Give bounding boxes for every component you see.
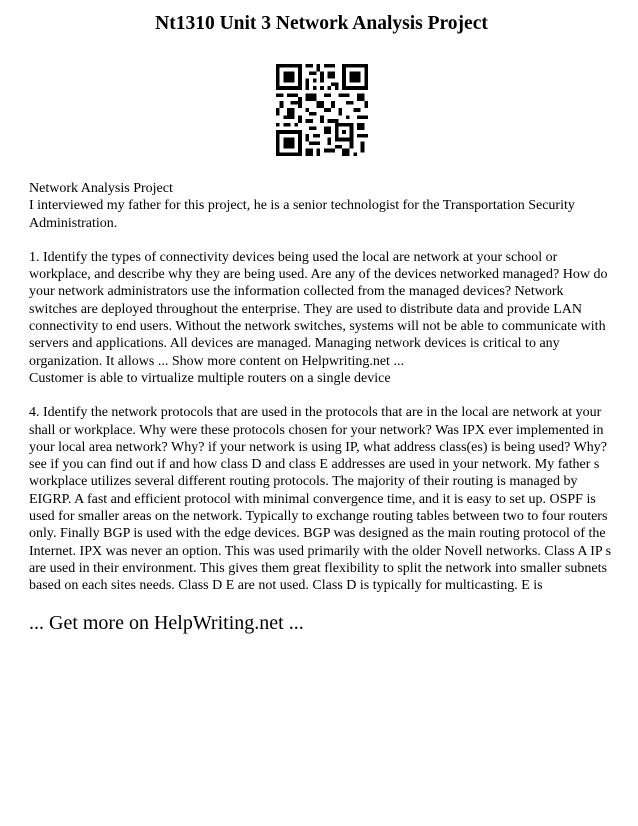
get-more-link[interactable]: ... Get more on HelpWriting.net ... — [29, 611, 304, 634]
qr-code-container — [29, 64, 614, 156]
document-body — [29, 180, 614, 595]
question-1-paragraph: 1. Identify the types of connectivity devices being used the local are network at your school or workplace, and describe why they are being used. Are any of the devices networked managed? How do your network administrators use the information collected from the managed devices? Network switches are deployed throughout the enterprise. They are used to distribute data and provide LAN connectivity to end users. Without the network switches, systems will not be able to communicate with servers and applications. All devices are managed. Managing network devices is critical to any organization. It allows ... Show more content on Helpwriting.net ... — [29, 249, 608, 369]
paragraph-gap — [29, 232, 614, 249]
section-heading: Network Analysis Project — [29, 181, 173, 196]
qr-code-icon — [276, 64, 368, 156]
document-title: Nt1310 Unit 3 Network Analysis Project — [155, 13, 488, 34]
question-1-tail: Customer is able to virtualize multiple routers on a single device — [29, 370, 391, 386]
paragraph-gap — [29, 387, 614, 404]
intro-paragraph: I interviewed my father for this project, he is a senior technologist for the Transportation Security Administration. — [29, 198, 575, 231]
question-4-paragraph: 4. Identify the network protocols that are used in the protocols that are in the local are network at your shall or workplace. Why were these protocols chosen for your network? Was IPX ever implemented in your local area network? Why? if your network is using IP, what address class(es) is being used? Why? see if you can find out if and how class D and class E addresses are used in your network. My father s workplace utilizes several different routing protocols. The majority of their routing is managed by EIGRP. A fast and efficient protocol with minimal convergence time, and it is easy to set up. OSPF is used for smaller areas on the network. Typically to exchange routing tables between two to four routers only. Finally BGP is used with the edge devices. BGP was designed as the main routing protocol of the Internet. IPX was never an option. This was used primarily with the older Novell networks. Class A IP s are used in their environment. This gives them great flexibility to split the network into smaller subnets based on each sites needs. Class D E are not used. Class D is typically for multicasting. E is — [29, 405, 612, 594]
